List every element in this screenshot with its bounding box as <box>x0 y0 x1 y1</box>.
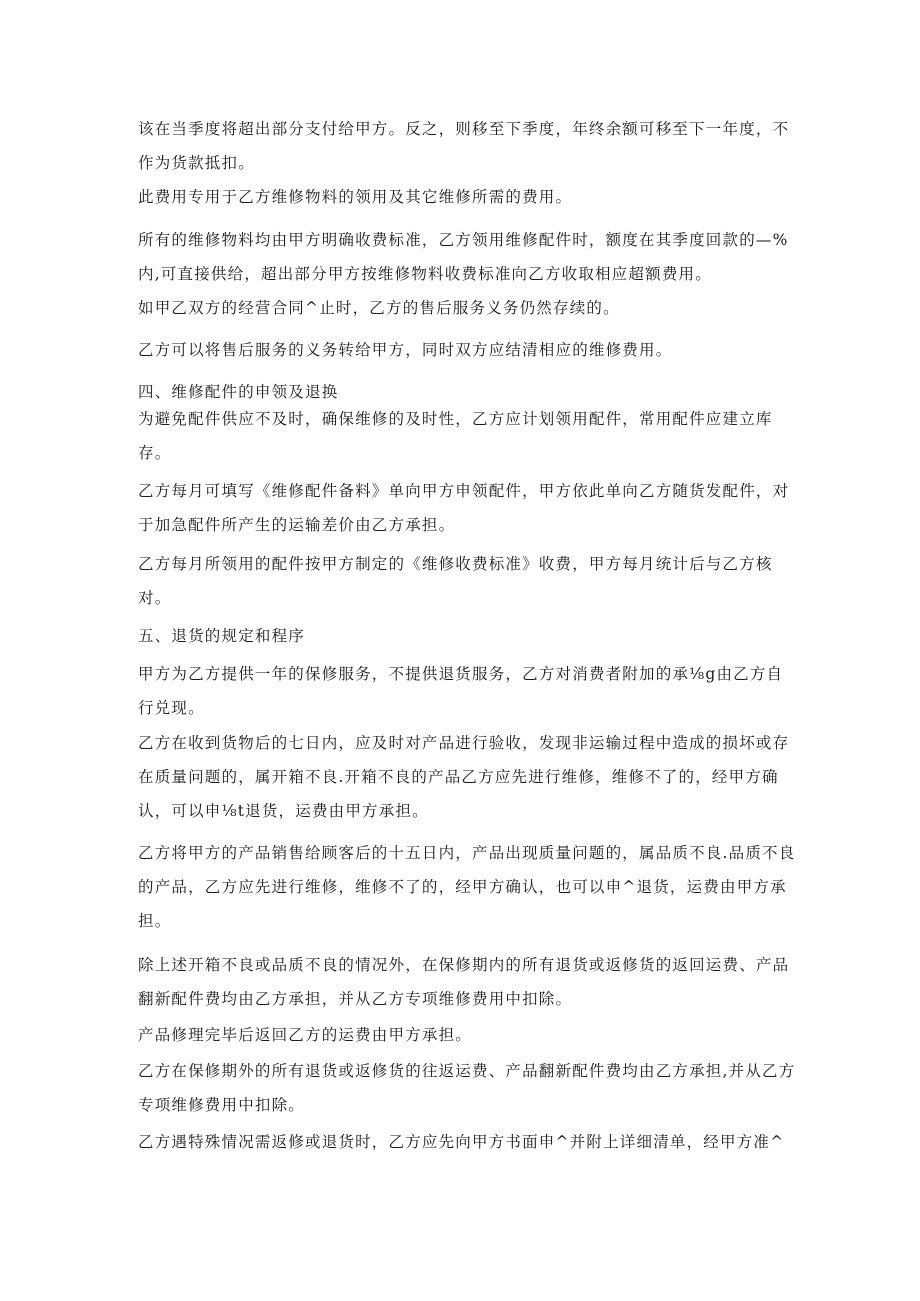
paragraph: 所有的维修物料均由甲方明确收费标准，乙方领用维修配件时，额度在其季度回款的—%内,可直接供给，超出部分甲方按维修物料收费标准向乙方收取相应超额费用。 <box>138 231 789 283</box>
paragraph: 此费用专用于乙方维修物料的领用及其它维修所需的费用。 <box>138 188 573 206</box>
paragraph: 乙方在保修期外的所有退货或返修货的往返运费、产品翻新配件费均由乙方承担,并从乙方专项维修费用中扣除。 <box>138 1062 796 1114</box>
paragraph: 乙方在收到货物后的七日内，应及时对产品进行验收，发现非运输过程中造成的损坏或存在质量问题的，属开箱不良.开箱不良的产品乙方应先进行维修，维修不了的，经甲方确认，可以申⅛t退货，运费由甲方承担。 <box>138 734 790 820</box>
paragraph: 产品修理完毕后返回乙方的运费由甲方承担。 <box>138 1026 473 1044</box>
paragraph: 除上述开箱不良或品质不良的情况外，在保修期内的所有退货或返修货的返回运费、产品翻新配件费均由乙方承担，并从乙方专项维修费用中扣除。 <box>138 956 790 1008</box>
paragraph: 该在当季度将超出部分支付给甲方。反之，则移至下季度，年终余额可移至下一年度，不作为货款抵扣。 <box>138 120 790 172</box>
paragraph: 为避免配件供应不及时，确保维修的及时性，乙方应计划领用配件，常用配件应建立库存。 <box>138 410 773 462</box>
paragraph: 乙方每月可填写《维修配件备料》单向甲方申领配件，甲方依此单向乙方随货发配件，对于加急配件所产生的运输差价由乙方承担。 <box>138 482 790 534</box>
section-heading: 四、维修配件的申领及退换 <box>138 383 339 401</box>
paragraph: 甲方为乙方提供一年的保修服务，不提供退货服务，乙方对消费者附加的承⅛g由乙方自行兑现。 <box>138 665 784 717</box>
paragraph: 乙方将甲方的产品销售给顾客后的十五日内，产品出现质量问题的，属品质不良.品质不良的产品，乙方应先进行维修，维修不了的，经甲方确认，也可以申^退货，运费由甲方承担。 <box>138 844 796 930</box>
paragraph: 乙方每月所领用的配件按甲方制定的《维修收费标准》收费，甲方每月统计后与乙方核对。 <box>138 555 773 607</box>
section-heading: 五、退货的规定和程序 <box>138 627 306 645</box>
paragraph: 乙方遇特殊情况需返修或退货时，乙方应先向甲方书面申^并附上详细清单，经甲方准^ <box>138 1133 785 1151</box>
paragraph: 乙方可以将售后服务的义务转给甲方，同时双方应结清相应的维修费用。 <box>138 341 673 359</box>
paragraph: 如甲乙双方的经营合同^止时，乙方的售后服务义务仍然存续的。 <box>138 299 620 317</box>
